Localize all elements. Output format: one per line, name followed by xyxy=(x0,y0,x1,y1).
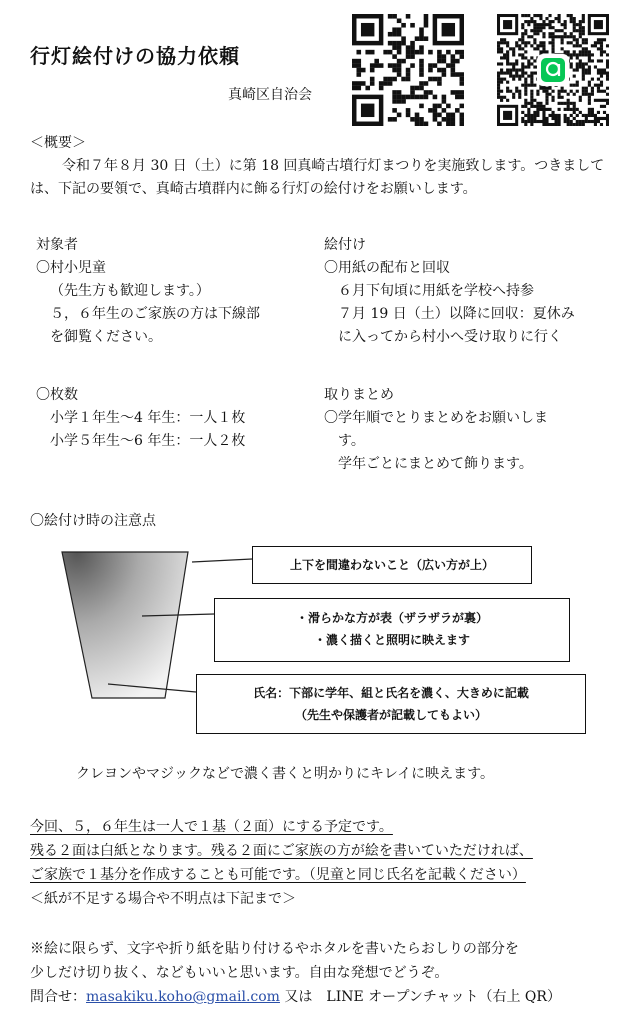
contact-suffix: 又は LINE オープンチャット（右上 QR） xyxy=(279,989,561,1005)
closing-section xyxy=(30,937,630,1009)
count-line2: 小学５年生〜6 年生：一人２枚 xyxy=(50,433,246,449)
target-item: 〇村小児童 xyxy=(36,260,106,276)
painting-item: 〇用紙の配布と回収 xyxy=(324,260,450,276)
contact-line xyxy=(30,985,630,1009)
count-line1: 小学１年生〜4 年生：一人１枚 xyxy=(50,410,246,426)
caution-box-orientation xyxy=(252,546,532,584)
plan-line3: ご家族で１基分を作成することも可能です。（児童と同じ氏名を記載ください） xyxy=(30,867,526,883)
plan-line4: ＜紙が不足する場合や不明点は下記まで＞ xyxy=(30,891,296,907)
pointer-top-line xyxy=(192,559,252,562)
summary-heading: 取りまとめ xyxy=(324,387,394,403)
plan-line2: 残る２面は白紙となります。残る２面にご家族の方が絵を書いていただければ、 xyxy=(30,843,533,859)
caution-orientation-text: 上下を間違わないこと（広い方が上） xyxy=(289,558,494,572)
plan-section xyxy=(30,815,630,911)
contact-email-link[interactable]: masakiku.koho@gmail.com xyxy=(86,989,280,1005)
overview-body: 令和７年８月 30 日（土）に第 18 回真崎古墳行灯まつりを実施致します。つきましては、下記の要領で、真崎古墳群内に飾る行灯の絵付けをお願いします。 xyxy=(30,158,605,197)
caution-surface-line1: ・滑らかな方が表（ザラザラが裏） xyxy=(295,611,488,625)
qr-code-icon[interactable] xyxy=(352,14,464,126)
closing-line2: 少しだけ切り抜く、などもいいと思います。自由な発想でどうぞ。 xyxy=(30,965,449,981)
painting-line2: ７月 19 日（土）以降に回収：夏休み xyxy=(338,306,575,322)
organization-name: 真崎区自治会 xyxy=(228,87,312,103)
closing-line1: ※絵に限らず、文字や折り紙を貼り付けるやホタルを書いたらおしりの部分を xyxy=(30,941,519,957)
caution-box-surface xyxy=(214,598,570,662)
target-heading: 対象者 xyxy=(36,237,78,253)
target-parents-line2: を御覧ください。 xyxy=(50,329,162,345)
target-section xyxy=(36,234,326,349)
painting-line1: ６月下旬頃に用紙を学校へ持参 xyxy=(338,283,534,299)
caution-name-line2: （先生や保護者が記載してもよい） xyxy=(294,708,487,722)
plan-line1: 今回、５，６年生は一人で１基（２面）にする予定です。 xyxy=(30,819,393,835)
target-parents-line1: ５，６年生のご家族の方は下線部 xyxy=(50,306,260,322)
summary-line3: 学年ごとにまとめて飾ります。 xyxy=(338,456,533,472)
line-qr-code-icon[interactable] xyxy=(497,14,609,126)
contact-label: 問合せ： xyxy=(30,989,86,1005)
caution-box-name xyxy=(196,674,586,734)
count-item: 〇枚数 xyxy=(36,387,78,403)
summary-line1: 〇学年順でとりまとめをお願いしま xyxy=(324,410,548,426)
painting-line3: に入ってから村小へ受け取りに行く xyxy=(338,329,562,345)
caution-surface-line2: ・濃く描くと照明に映えます xyxy=(313,633,470,647)
summary-section xyxy=(324,384,614,476)
crayon-note: クレヨンやマジックなどで濃く書くと明かりにキレイに映えます。 xyxy=(76,766,495,782)
page-title: 行灯絵付けの協力依頼 xyxy=(30,44,240,68)
target-note: （先生方も歓迎します。） xyxy=(50,283,210,299)
cautions-heading: 〇絵付け時の注意点 xyxy=(30,513,156,529)
overview-heading: ＜概要＞ xyxy=(30,135,86,151)
count-section xyxy=(36,384,326,453)
lantern-shape xyxy=(62,552,188,698)
summary-line2: す。 xyxy=(338,433,365,449)
painting-section xyxy=(324,234,614,349)
caution-name-line1: 氏名：下部に学年、組と氏名を濃く、大きめに記載 xyxy=(253,686,529,700)
painting-heading: 絵付け xyxy=(324,237,366,253)
